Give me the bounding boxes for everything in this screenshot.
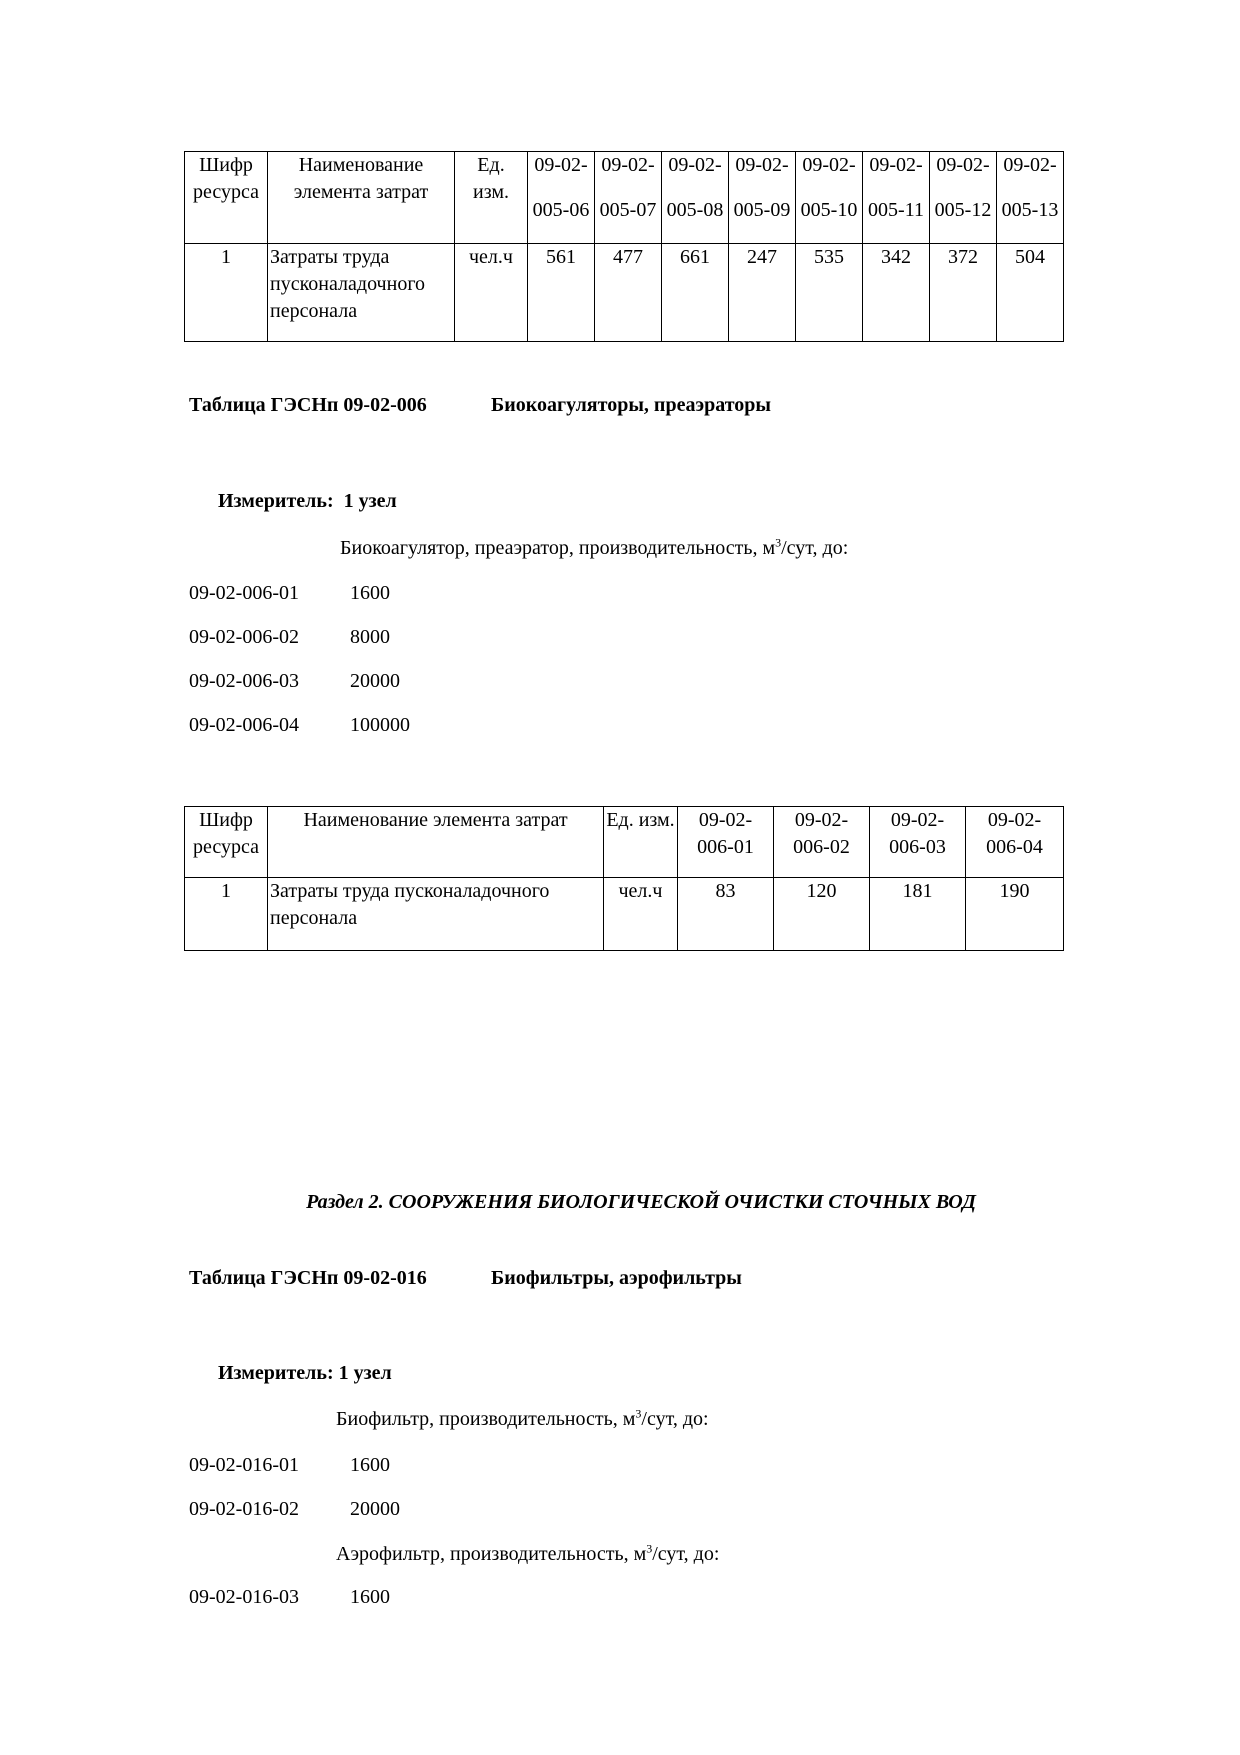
row-value: 247 <box>729 244 796 342</box>
table-header-row <box>185 807 1064 878</box>
description-006: Биокоагулятор, преаэратор, производительность, $м^3$/сут, до: <box>340 535 849 559</box>
item-code: 09-02-006-02 <box>189 626 299 648</box>
header-col: 09-02- 005-13 <box>997 152 1064 244</box>
description-016-biofilter: Биофильтр, производительность, $м^3$/сут, до: <box>336 1406 709 1430</box>
header-col: 09-02- 005-09 <box>729 152 796 244</box>
row-value: 181 <box>870 878 966 951</box>
item-code: 09-02-006-04 <box>189 714 299 736</box>
row-value: 83 <box>678 878 774 951</box>
list-item <box>189 582 390 605</box>
item-value: 1600 <box>350 1454 390 1476</box>
header-col: 09-02- 006-03 <box>870 807 966 878</box>
item-value: 8000 <box>350 626 390 648</box>
row-value: 504 <box>997 244 1064 342</box>
list-item <box>189 626 390 649</box>
header-name: Наименование элемента затрат <box>268 807 604 878</box>
list-item <box>189 670 400 693</box>
item-value: 1600 <box>350 582 390 604</box>
measure-016: Измеритель: 1 узел <box>218 1362 392 1384</box>
header-code: Шифр ресурса <box>185 807 268 878</box>
row-value: 561 <box>528 244 595 342</box>
header-name: Наименование элемента затрат <box>268 152 455 244</box>
table-title-006: Биокоагуляторы, преаэраторы <box>491 394 771 416</box>
list-item <box>189 1586 390 1609</box>
item-code: 09-02-006-01 <box>189 582 299 604</box>
resource-table-006 <box>184 806 1064 951</box>
header-col: 09-02- 006-04 <box>966 807 1064 878</box>
measure-006: Измеритель: 1 узел <box>218 490 397 512</box>
header-col: 09-02- 006-01 <box>678 807 774 878</box>
row-value: 120 <box>774 878 870 951</box>
item-code: 09-02-016-02 <box>189 1498 299 1520</box>
row-code: 1 <box>185 244 268 342</box>
header-code: Шифр ресурса <box>185 152 268 244</box>
item-value: 20000 <box>350 670 400 692</box>
row-value: 342 <box>863 244 930 342</box>
item-code: 09-02-006-03 <box>189 670 299 692</box>
header-col: 09-02- 005-11 <box>863 152 930 244</box>
header-unit: Ед. изм. <box>455 152 528 244</box>
header-unit: Ед. изм. <box>604 807 678 878</box>
resource-table-005 <box>184 151 1064 342</box>
row-value: 372 <box>930 244 997 342</box>
row-value: 477 <box>595 244 662 342</box>
row-value: 661 <box>662 244 729 342</box>
table-title-016: Биофильтры, аэрофильтры <box>491 1267 742 1289</box>
row-unit: чел.ч <box>455 244 528 342</box>
item-value: 20000 <box>350 1498 400 1520</box>
row-value: 535 <box>796 244 863 342</box>
header-col: 09-02- 005-08 <box>662 152 729 244</box>
row-code: 1 <box>185 878 268 951</box>
item-value: 100000 <box>350 714 410 736</box>
row-unit: чел.ч <box>604 878 678 951</box>
list-item <box>189 1498 400 1521</box>
table-code-006: Таблица ГЭСНп 09-02-006 <box>189 394 427 416</box>
item-value: 1600 <box>350 1586 390 1608</box>
header-col: 09-02- 005-12 <box>930 152 997 244</box>
row-name: Затраты труда пусконаладочного персонала <box>268 878 604 951</box>
table-row <box>185 244 1064 342</box>
header-col: 09-02- 005-07 <box>595 152 662 244</box>
list-item <box>189 714 410 737</box>
table-row <box>185 878 1064 951</box>
list-item <box>189 1454 390 1477</box>
table-header-row <box>185 152 1064 244</box>
header-col: 09-02- 005-06 <box>528 152 595 244</box>
item-code: 09-02-016-01 <box>189 1454 299 1476</box>
header-col: 09-02- 005-10 <box>796 152 863 244</box>
item-code: 09-02-016-03 <box>189 1586 299 1608</box>
row-name: Затраты труда пусконаладочного персонала <box>268 244 455 342</box>
description-016-aerofilter: Аэрофильтр, производительность, $м^3$/сут, до: <box>336 1541 720 1565</box>
header-col: 09-02- 006-02 <box>774 807 870 878</box>
row-value: 190 <box>966 878 1064 951</box>
table-code-016: Таблица ГЭСНп 09-02-016 <box>189 1267 427 1289</box>
section-title: Раздел 2. СООРУЖЕНИЯ БИОЛОГИЧЕСКОЙ ОЧИСТКИ СТОЧНЫХ ВОД <box>306 1191 976 1213</box>
